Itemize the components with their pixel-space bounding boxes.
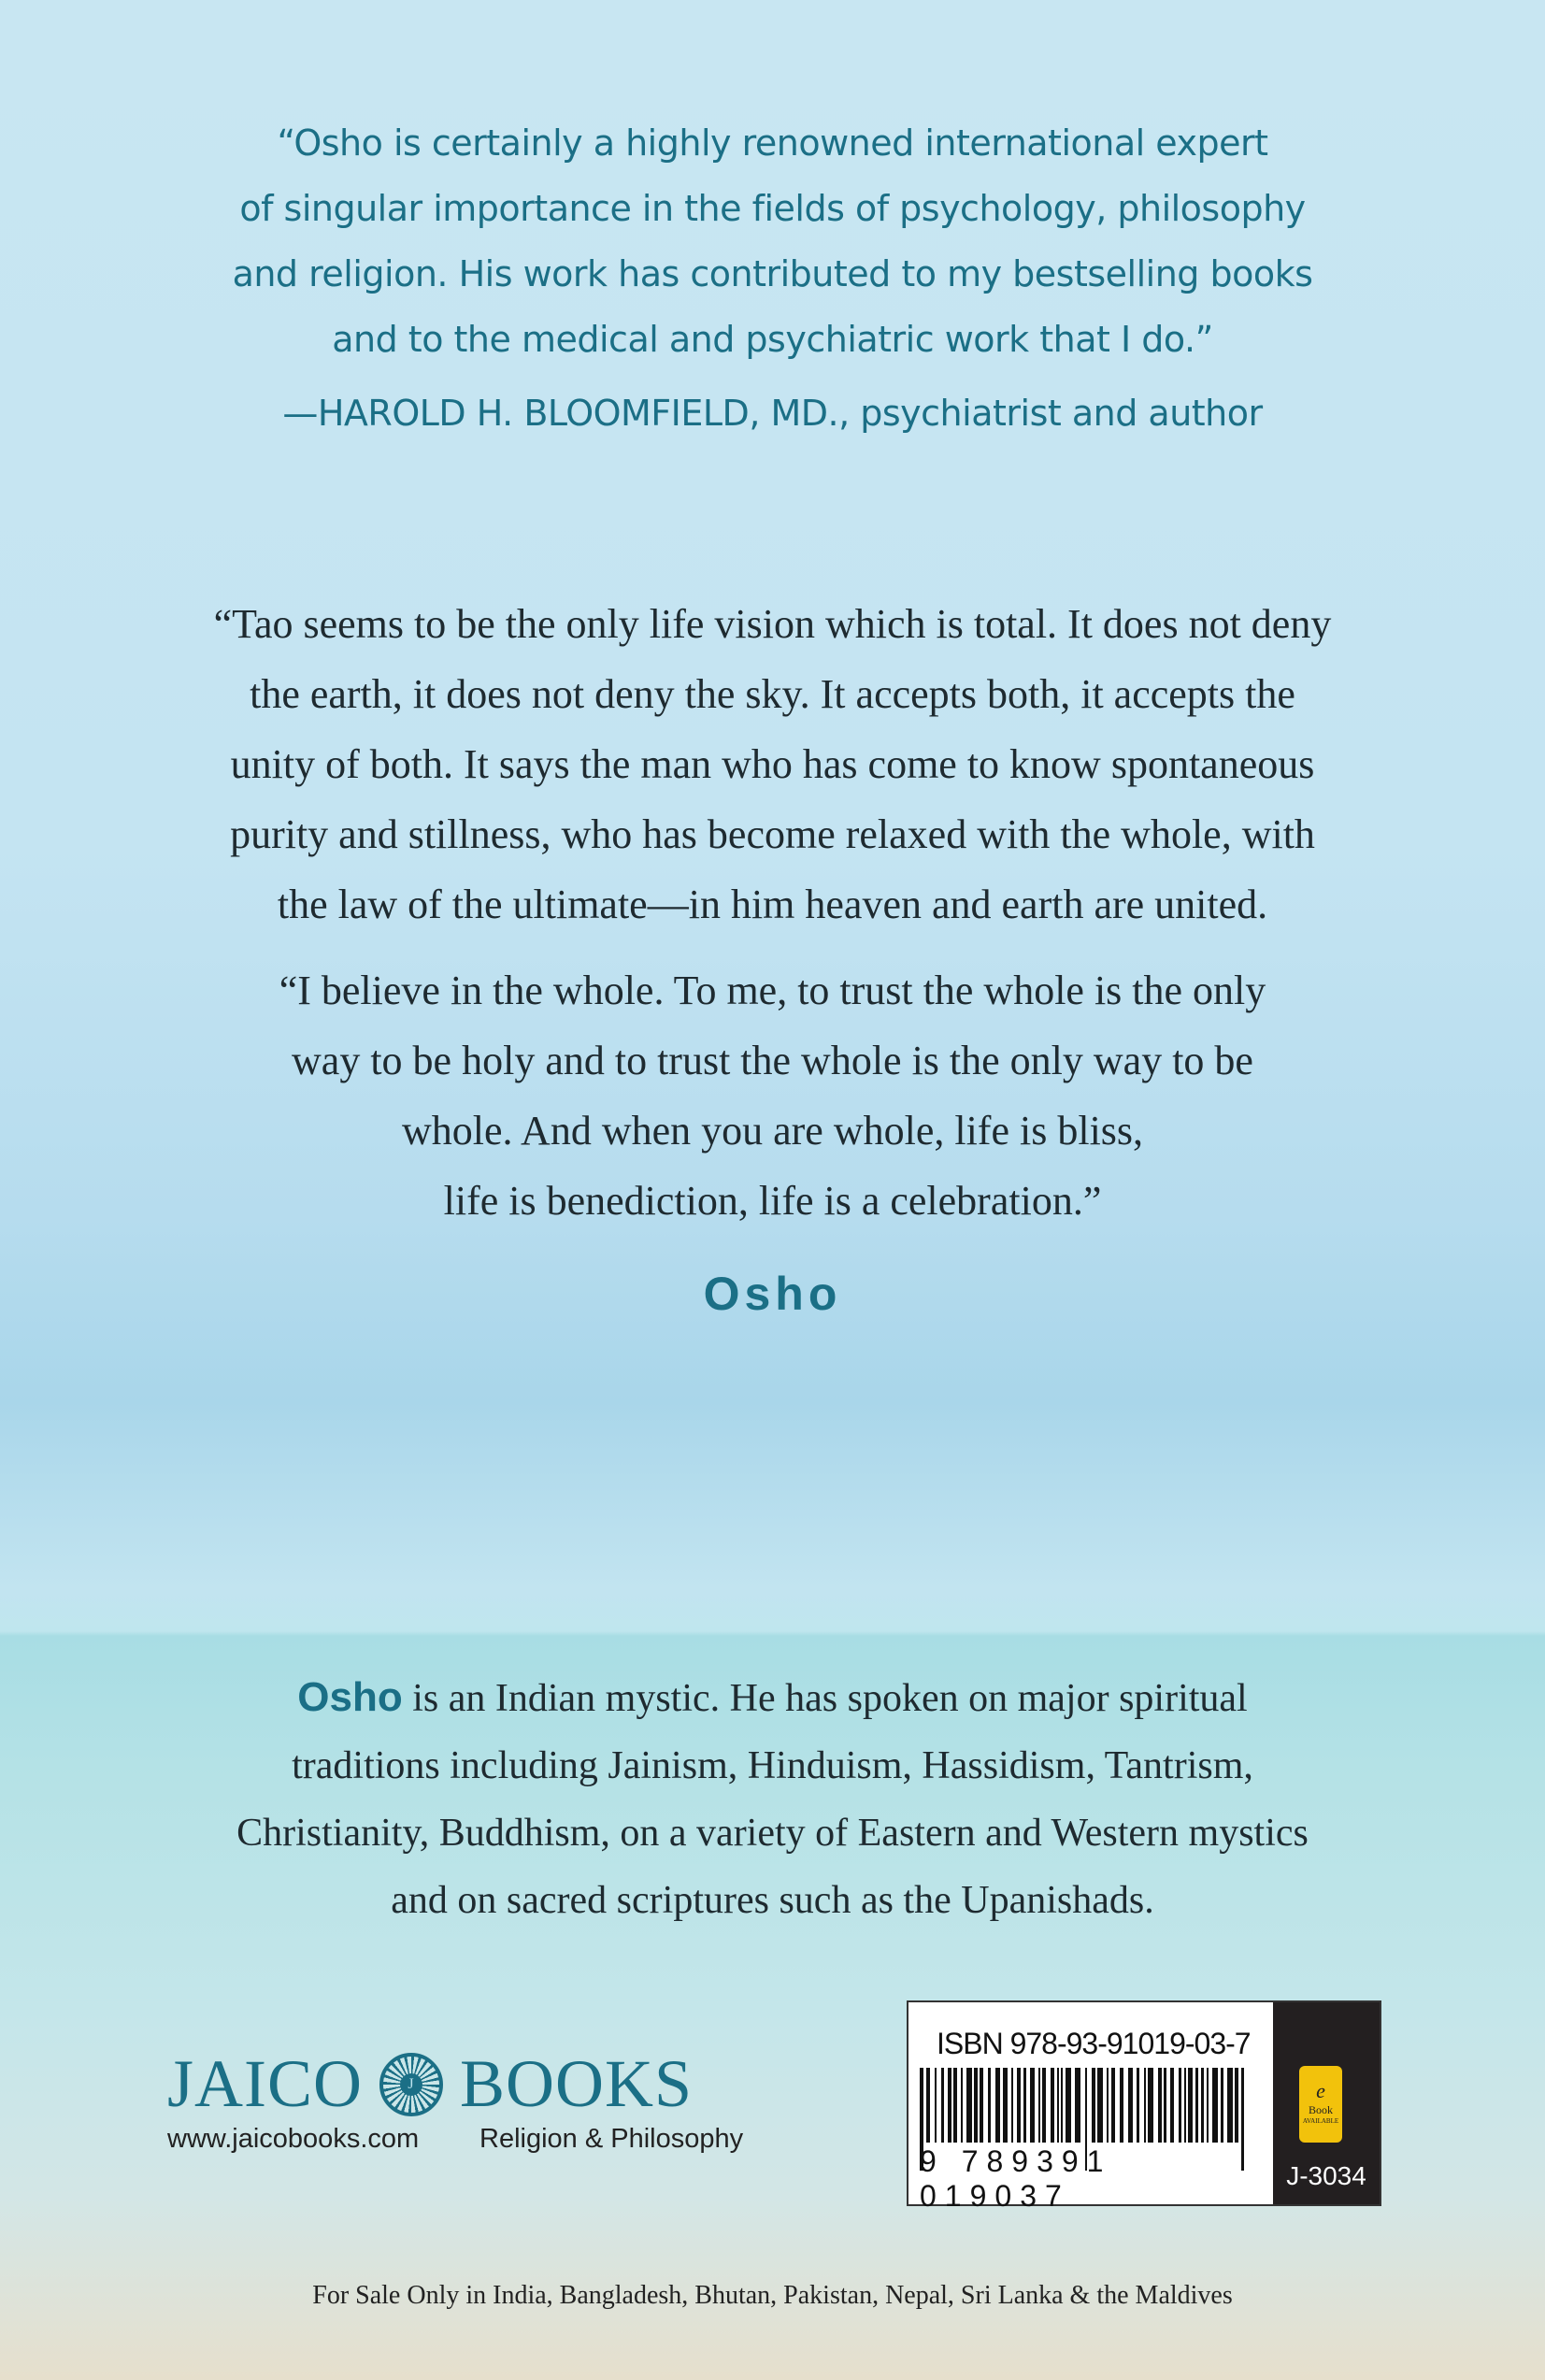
barcode-bar: [1107, 2068, 1109, 2143]
quote-line: life is benediction, life is a celebration.”: [443, 1178, 1102, 1224]
barcode-bar: [1164, 2068, 1166, 2143]
product-code: J-3034: [1286, 2161, 1366, 2190]
barcode-bar: [988, 2068, 991, 2143]
barcode-bar: [961, 2068, 963, 2143]
barcode-bar: [1120, 2068, 1123, 2143]
barcode-bar: [1148, 2068, 1153, 2143]
barcode-bar: [966, 2068, 972, 2143]
barcode-bar: [1066, 2068, 1071, 2143]
barcode-bar: [1207, 2068, 1209, 2143]
endorsement-quote: [0, 110, 1545, 372]
book-category: Religion & Philosophy: [479, 2124, 744, 2154]
barcode-box: [907, 2000, 1381, 2213]
bio-name: Osho: [297, 1674, 403, 1720]
ebook-available: AVAILABLE: [1302, 2117, 1339, 2125]
publisher-logo: [167, 2045, 693, 2123]
author-bio: [0, 1664, 1545, 1934]
endorsement-attribution: —HAROLD H. BLOOMFIELD, MD., psychiatrist and author: [282, 393, 1263, 434]
barcode-bar: [1111, 2068, 1115, 2143]
barcode-bar: [1075, 2068, 1080, 2143]
barcode-bar: [948, 2068, 951, 2143]
isbn-label: ISBN 978-93-91019-03-7: [937, 2027, 1251, 2060]
barcode-bar: [1057, 2068, 1059, 2143]
barcode-bar: [1030, 2068, 1035, 2143]
bio-line: Christianity, Buddhism, on a variety of Eastern and Western mystics: [236, 1812, 1309, 1855]
ebook-available-icon: [1299, 2066, 1342, 2143]
barcode-bar: [1235, 2068, 1238, 2143]
barcode-bar: [1227, 2068, 1233, 2143]
barcode-bar: [935, 2068, 937, 2143]
quote-line: the law of the ultimate—in him heaven and earth are united.: [277, 882, 1268, 927]
publisher-url: www.jaicobooks.com: [167, 2124, 420, 2154]
quote-line: and to the medical and psychiatric work that I do.”: [332, 319, 1213, 360]
barcode-bar: [1061, 2068, 1063, 2143]
quote-line: the earth, it does not deny the sky. It accepts both, it accepts the: [250, 671, 1295, 717]
quote-line: and religion. His work has contributed to my bestselling books: [232, 253, 1313, 294]
tao-quote: [0, 589, 1545, 939]
bio-line: traditions including Jainism, Hinduism, Hassidism, Tantrism,: [292, 1744, 1253, 1787]
barcode-bar: [1128, 2068, 1133, 2143]
barcode-bar: [995, 2068, 1000, 2143]
barcode-bar: [1137, 2068, 1139, 2143]
barcode-bar: [1003, 2068, 1008, 2143]
barcode-bar: [1212, 2068, 1218, 2143]
barcode-bar: [1170, 2068, 1174, 2143]
quote-line: purity and stillness, who has become relaxed with the whole, with: [230, 811, 1315, 857]
barcode-bar: [980, 2068, 983, 2143]
sale-territory-note: For Sale Only in India, Bangladesh, Bhutan, Pakistan, Nepal, Sri Lanka & the Maldives: [312, 2281, 1233, 2310]
quote-line: unity of both. It says the man who has come to know spontaneous: [230, 741, 1315, 787]
barcode-bar: [1201, 2068, 1204, 2143]
quote-line: way to be holy and to trust the whole is the only way to be: [292, 1038, 1253, 1083]
barcode-bar: [1221, 2068, 1223, 2143]
barcode-bar: [1188, 2068, 1193, 2143]
barcode-bar: [1195, 2068, 1198, 2143]
author-signature: Osho: [703, 1268, 842, 1320]
barcode-bar: [1038, 2068, 1040, 2143]
barcode-bar: [926, 2068, 930, 2143]
ebook-book: Book: [1308, 2103, 1333, 2116]
bio-line: and on sacred scriptures such as the Upanishads.: [391, 1879, 1154, 1922]
logo-text-right: BOOKS: [460, 2046, 694, 2121]
barcode-bar: [1011, 2068, 1013, 2143]
barcode-bar: [1092, 2068, 1095, 2143]
quote-line: of singular importance in the fields of psychology, philosophy: [239, 188, 1306, 229]
quote-line: “Osho is certainly a highly renowned international expert: [277, 122, 1268, 164]
logo-text-left: JAICO: [167, 2046, 364, 2121]
bio-line: [0, 1664, 1545, 1732]
barcode-bar: [953, 2068, 957, 2143]
barcode-digits: 9 789391 019037: [920, 2144, 1112, 2213]
quote-line: “Tao seems to be the only life vision which is total. It does not deny: [213, 601, 1332, 647]
barcode-bar: [1144, 2068, 1146, 2143]
quote-line: whole. And when you are whole, life is bliss,: [401, 1108, 1144, 1154]
barcode-bar: [974, 2068, 978, 2143]
barcode-bar: [1017, 2068, 1021, 2143]
barcode-bar: [1023, 2068, 1026, 2143]
barcode-bar: [1179, 2068, 1181, 2143]
barcode-bar: [1042, 2068, 1046, 2143]
barcode-bar: [1097, 2068, 1103, 2143]
barcode-bar: [1051, 2068, 1054, 2143]
barcode-bar: [941, 2068, 944, 2143]
ebook-e: e: [1316, 2079, 1325, 2102]
quote-line: “I believe in the whole. To me, to trust the whole is the only: [279, 968, 1266, 1013]
wheel-emblem-icon: [379, 2053, 443, 2116]
barcode-bar: [1158, 2068, 1162, 2143]
barcode-bar: [1184, 2068, 1186, 2143]
emblem-letter: J: [400, 2073, 422, 2096]
bio-text: is an Indian mystic. He has spoken on major spiritual: [402, 1677, 1248, 1720]
whole-quote: [0, 955, 1545, 1236]
